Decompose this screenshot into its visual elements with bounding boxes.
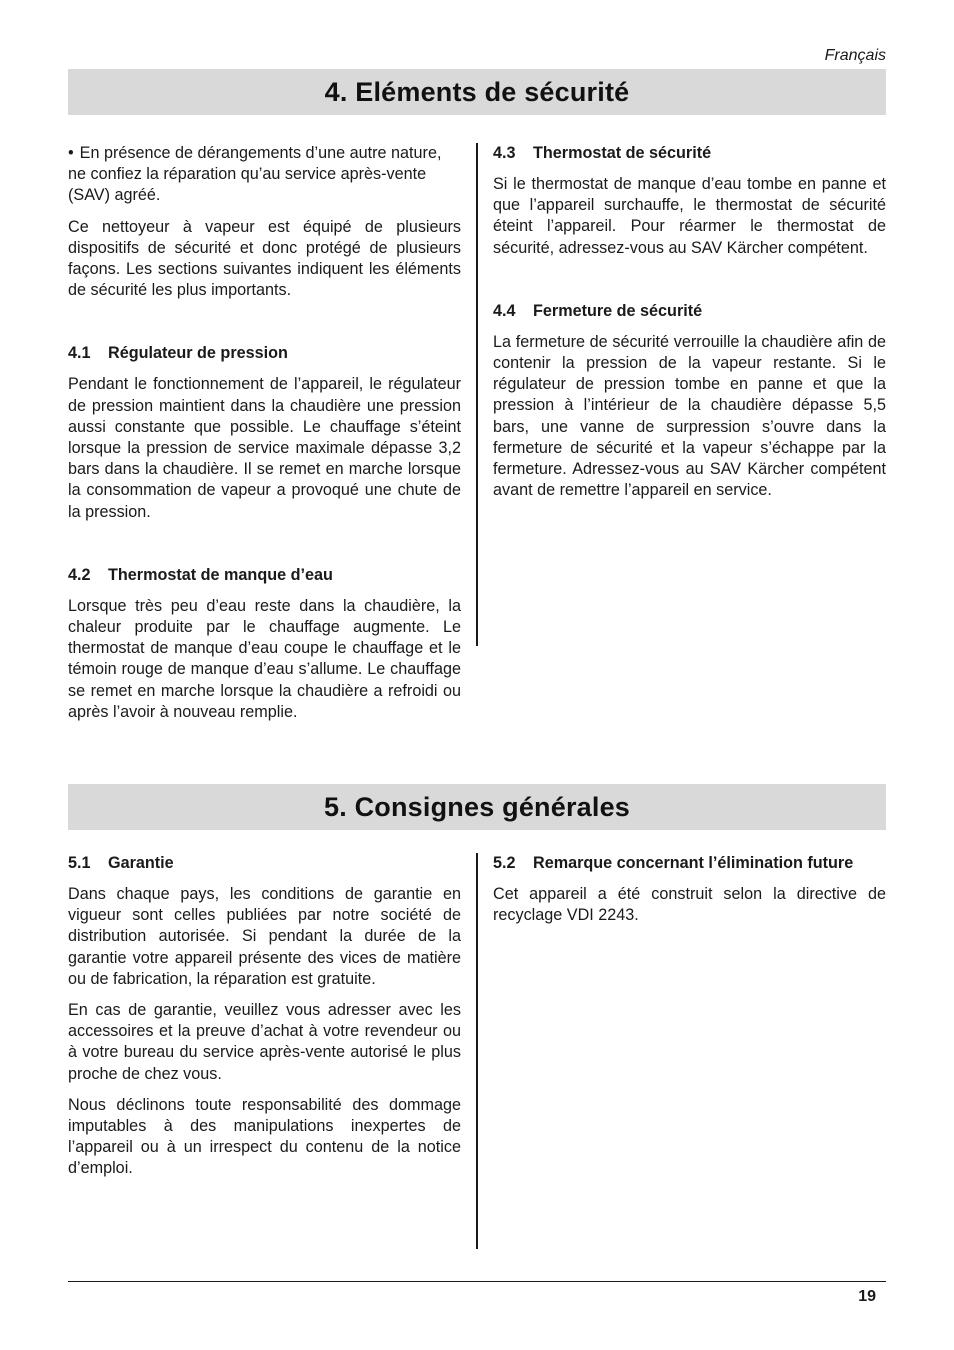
intro-paragraph: Ce nettoyeur à vapeur est équipé de plusieurs dispositifs de sécurité et donc protégé de plusieurs façons. Les sections suivantes indiquent les éléments de sécurité les plus importants. — [68, 217, 461, 300]
footer-rule — [68, 1281, 886, 1282]
heading-4-2 — [68, 565, 461, 586]
paragraph-5-2: Cet appareil a été construit selon la directive de recyclage VDI 2243. — [493, 885, 886, 925]
paragraph-4-1: Pendant le fonctionnement de l’appareil, le régulateur de pression maintient dans la chaudière une pression aussi constante que possible. Le chauffage s’éteint lorsque la pression de service maximale dépasse 3,2 bars dans la chaudière. Il se remet en marche lorsque la consommation de vapeur a provoqué une chute de la pression. — [68, 375, 461, 521]
heading-4-3-title: Thermostat de sécurité — [533, 144, 712, 162]
heading-4-4-number: 4.4 — [493, 301, 516, 320]
heading-4-2-title: Thermostat de manque d’eau — [108, 565, 333, 584]
heading-5-2-number: 5.2 — [493, 854, 516, 872]
paragraph-5-1-c: Nous déclinons toute responsabilité des dommage imputables à des manipulations inexpertes de l’appareil ou à un irrespect du contenu de la notice d’emploi. — [68, 1095, 461, 1178]
heading-4-3-number: 4.3 — [493, 144, 516, 162]
section-4-left-column — [68, 143, 461, 733]
heading-4-1-number: 4.1 — [68, 344, 91, 363]
heading-5-1 — [68, 853, 461, 874]
page-number: 19 — [858, 1288, 876, 1305]
paragraph-4-3: Si le thermostat de manque d’eau tombe en panne et que l’appareil surchauffe, le thermostat de sécurité éteint l’appareil. Pour réarmer le thermostat de sécurité, adressez-vous au SAV Kärcher compétent. — [493, 175, 886, 257]
heading-4-2-number: 4.2 — [68, 565, 91, 584]
heading-4-3 — [493, 143, 886, 164]
paragraph-5-1-b: En cas de garantie, veuillez vous adresser avec les accessoires et la preuve d’achat à votre revendeur ou à votre bureau du service après-vente autorisé le plus proche de chez vous. — [68, 1001, 461, 1083]
section-5-left-column — [68, 853, 461, 1190]
bullet-paragraph — [68, 143, 461, 207]
language-label: Français — [824, 47, 886, 64]
column-divider-1 — [476, 143, 478, 646]
heading-4-4 — [493, 301, 886, 322]
section-4-header — [68, 69, 886, 115]
section-5-right-column — [493, 853, 886, 936]
heading-5-1-number: 5.1 — [68, 854, 91, 872]
heading-5-2 — [493, 853, 886, 874]
column-divider-2 — [476, 853, 478, 1249]
bullet-text: En présence de dérangements d’une autre nature, ne confiez la réparation qu’au service après-vente (SAV) agréé. — [68, 144, 442, 205]
heading-5-2-title: Remarque concernant l’élimination future — [533, 854, 854, 872]
section-4-title: 4. Eléments de sécurité — [324, 76, 630, 107]
paragraph-4-2: Lorsque très peu d’eau reste dans la chaudière, la chaleur produite par le chauffage augmente. Le thermostat de manque d’eau coupe le chauffage et le témoin rouge de manque d’eau s’allume. Le chauffage se remet en marche lorsque la chaudière a refroidi ou après l’avoir à nouveau remplie. — [68, 596, 461, 721]
paragraph-5-1-a: Dans chaque pays, les conditions de garantie en vigueur sont celles publiées par notre société de distribution autorisée. Si pendant la durée de la garantie votre appareil présente des vices de matière ou de fabrication, la réparation est gratuite. — [68, 885, 461, 988]
section-5-title: 5. Consignes générales — [323, 791, 630, 822]
section-4-right-column — [493, 143, 886, 511]
section-5-header — [68, 784, 886, 830]
heading-5-1-title: Garantie — [108, 854, 174, 872]
heading-4-1 — [68, 343, 461, 364]
paragraph-4-4: La fermeture de sécurité verrouille la chaudière afin de contenir la pression de la vapeur restante. Si le régulateur de pression tombe en panne et que la pression à l’intérieur de la chaudière dépasse 5,5 bars, une vanne de surpression s’ouvre dans la fermeture de sécurité et la vapeur s’échappe par la fermeture. Adressez-vous au SAV Kärcher compétent avant de remettre l’appareil en service. — [493, 332, 886, 500]
heading-4-4-title: Fermeture de sécurité — [533, 301, 703, 320]
heading-4-1-title: Régulateur de pression — [108, 344, 288, 363]
